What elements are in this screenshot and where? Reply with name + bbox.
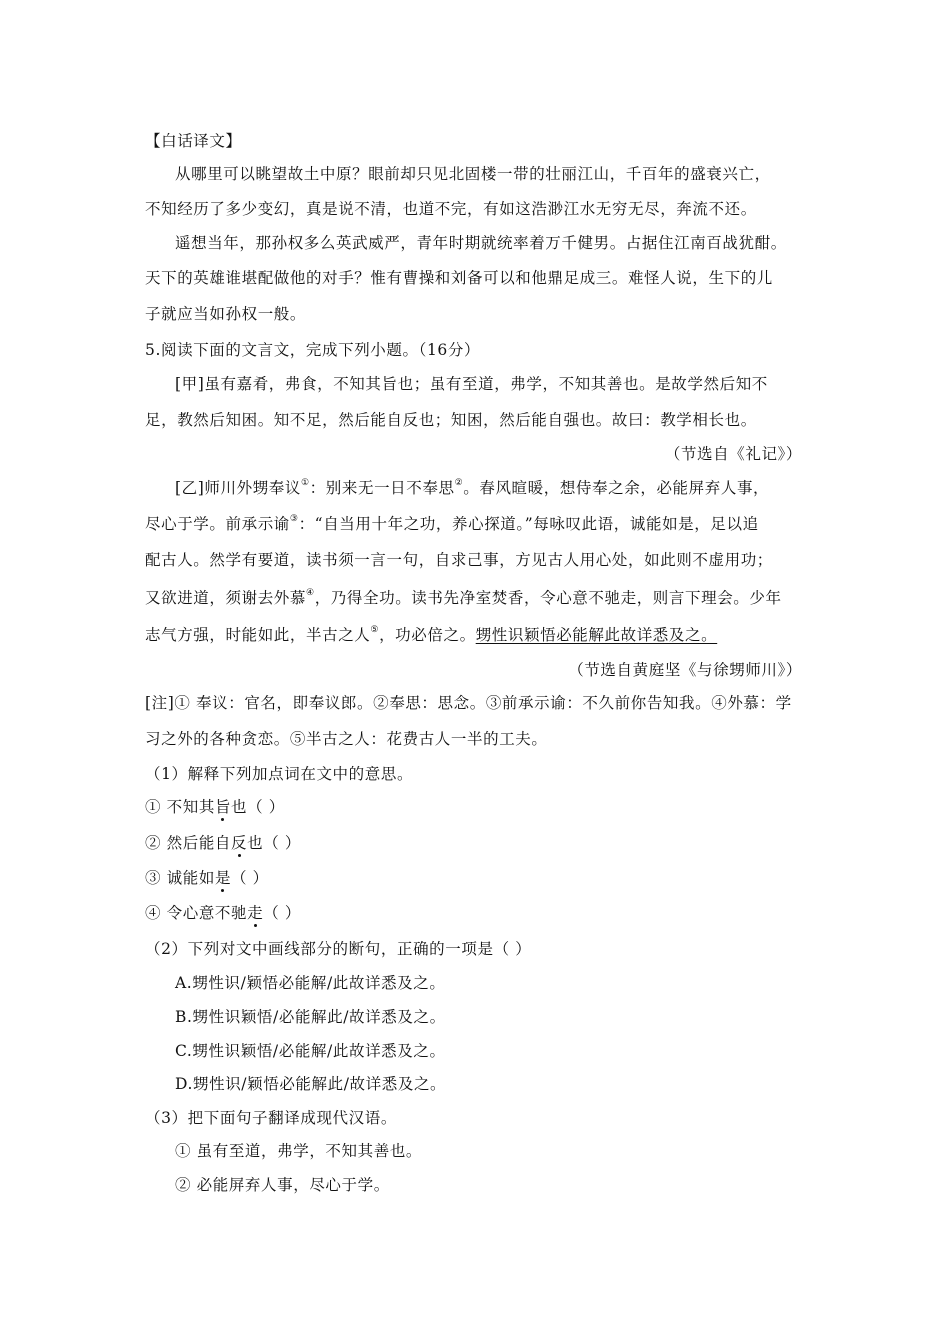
subquestion-2-prompt: （2）下列对文中画线部分的断句，正确的一项是（ ） xyxy=(145,940,532,958)
dotted-word: 旨 xyxy=(214,798,232,816)
passage-jia-source: （节选自《礼记》） xyxy=(664,445,802,463)
passage-yi-source: （节选自黄庭坚《与徐甥师川》） xyxy=(568,661,802,679)
notes: [注]① 奉议：官名，即奉议郎。②奉思：思念。③前承示谕：不久前你告知我。④外慕：学 xyxy=(145,694,792,712)
subquestion-1-prompt: （1）解释下列加点词在文中的意思。 xyxy=(145,765,414,783)
translation-text: 遥想当年，那孙权多么英武威严，青年时期就统率着万千健男。占据住江南百战犹酣。 xyxy=(175,234,787,252)
passage-yi: 尽心于学。前承示谕③：“自当用十年之功，养心探道。”每咏叹此语，诚能如是，足以追 xyxy=(145,513,759,533)
translation-text: 子就应当如孙权一般。 xyxy=(145,305,307,323)
passage-jia: 足，教然后知困。知不足，然后能自反也；知困，然后能自强也。故曰：教学相长也。 xyxy=(145,411,757,429)
notes: 习之外的各种贪恋。⑤半古之人：花费古人一半的工夫。 xyxy=(145,730,548,748)
option-d: D.甥性识/颖悟必能解此/故详悉及之。 xyxy=(175,1075,447,1093)
subquestion-1-item: ④ 令心意不驰走（ ） xyxy=(145,904,301,922)
subquestion-1-item: ② 然后能自反也（ ） xyxy=(145,834,301,852)
passage-yi: 志气方强，时能如此，半古之人⑤，功必倍之。甥性识颖悟必能解此故详悉及之。 xyxy=(145,624,718,644)
footnote-mark: ③ xyxy=(289,513,299,524)
translate-item: ② 必能屏弃人事，尽心于学。 xyxy=(175,1176,390,1194)
translation-text: 从哪里可以眺望故土中原？眼前却只见北固楼一带的壮丽江山，千百年的盛衰兴亡， xyxy=(175,165,771,183)
translation-text: 不知经历了多少变幻，真是说不清，也道不完，有如这浩渺江水无穷无尽，奔流不还。 xyxy=(145,200,757,218)
passage-yi: 又欲进道，须谢去外慕④，乃得全功。读书先净室焚香，令心意不驰走，则言下理会。少年 xyxy=(145,587,782,607)
passage-yi: 配古人。然学有要道，读书须一言一句，自求己事，方见古人用心处，如此则不虚用功； xyxy=(145,551,773,569)
option-a: A.甥性识/颖悟必能解/此故详悉及之。 xyxy=(175,974,446,992)
footnote-mark: ① xyxy=(301,477,310,488)
subquestion-3-prompt: （3）把下面句子翻译成现代汉语。 xyxy=(145,1109,397,1127)
passage-yi: [乙]师川外甥奉议①：别来无一日不奉思②。春风暄暖，想侍奉之余，必能屏弃人事， xyxy=(175,477,770,497)
option-c: C.甥性识颖悟/必能解/此故详悉及之。 xyxy=(175,1042,446,1060)
translate-item: ① 虽有至道，弗学，不知其善也。 xyxy=(175,1142,423,1160)
dotted-word: 反 xyxy=(231,834,248,852)
subquestion-1-item: ① 不知其旨也（ ） xyxy=(145,798,285,816)
underlined-sentence: 甥性识颖悟必能解此故详悉及之。 xyxy=(475,626,718,644)
dotted-word: 走 xyxy=(247,904,264,922)
option-b: B.甥性识颖悟/必能解此/故详悉及之。 xyxy=(175,1008,446,1026)
subquestion-1-item: ③ 诚能如是（ ） xyxy=(145,869,269,887)
translation-text: 天下的英雄谁堪配做他的对手？惟有曹操和刘备可以和他鼎足成三。难怪人说，生下的儿 xyxy=(145,269,773,287)
passage-jia: [甲]虽有嘉肴，弗食，不知其旨也；虽有至道，弗学，不知其善也。是故学然后知不 xyxy=(175,375,768,393)
dotted-word: 是 xyxy=(214,869,232,887)
question-title: 5.阅读下面的文言文，完成下列小题。（16分） xyxy=(145,341,481,359)
footnote-mark: ④ xyxy=(306,587,315,598)
footnote-mark: ② xyxy=(454,477,464,488)
translation-heading: 【白话译文】 xyxy=(145,132,242,150)
footnote-mark: ⑤ xyxy=(370,624,380,635)
